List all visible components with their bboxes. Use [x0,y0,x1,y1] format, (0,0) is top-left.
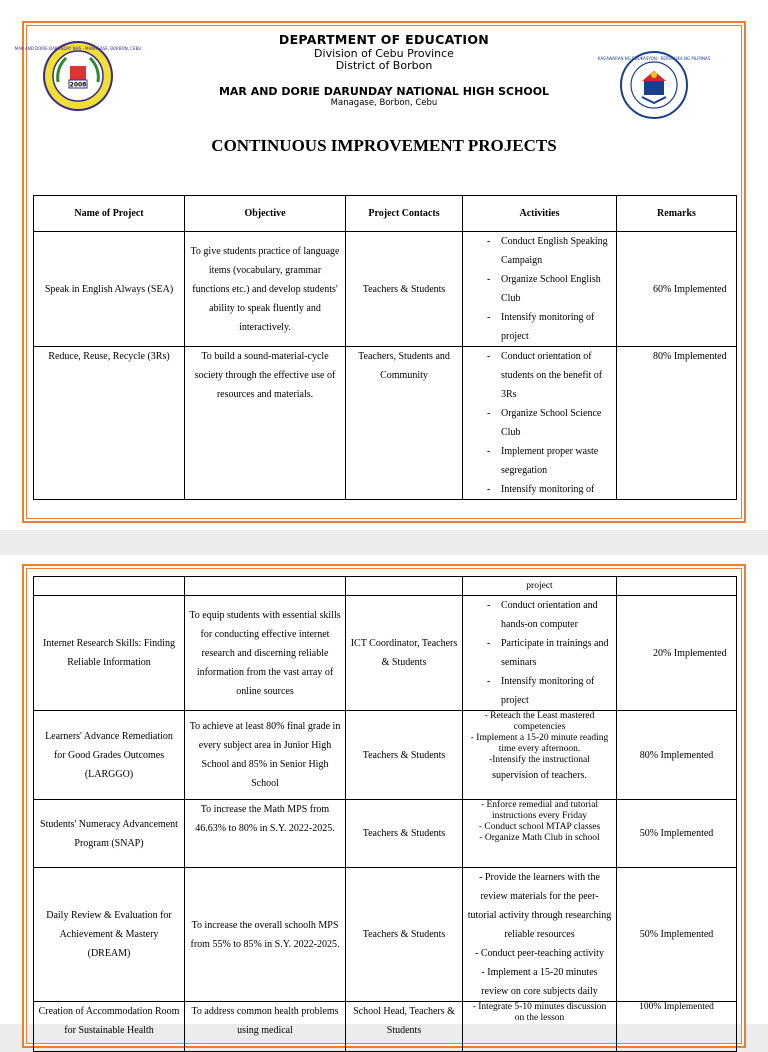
project-name: Speak in English Always (SEA) [34,232,185,347]
project-objective: To address common health problems using medical [185,1002,346,1052]
school-name: MAR AND DORIE DARUNDAY NATIONAL HIGH SCHOOL [218,85,550,98]
table-row [34,1002,737,1052]
project-activities [463,868,617,1002]
project-activities [463,596,617,711]
project-contacts: Teachers & Students [346,711,463,800]
projects-table-continued [33,576,737,1052]
activity-item: - Reteach the Least mastered competencies [484,711,595,732]
activity-item: - Participate in trainings and seminars [487,634,612,672]
project-name: Creation of Accommodation Room for Sustainable Health [34,1002,185,1052]
project-objective: To give students practice of language items (vocabulary, grammar functions etc.) and develop students' ability to speak fluently and interactively. [185,232,346,347]
table-row [34,596,737,711]
activity-item: - Organize School Science Club [487,404,612,442]
project-remarks: 50% Implemented [617,868,737,1002]
project-objective: To achieve at least 80% final grade in every subject area in Junior High School and 85% in Senior High School [185,711,346,800]
activity-continued: project [463,577,617,596]
col-activities: Activities [463,196,617,232]
activity-item: - Conduct English Speaking Campaign [487,232,612,270]
seal-text: MAR AND DORIE DARUNDAY NHS · MANAGASE, BORBON, CEBU [14,46,142,51]
table-header-row [34,196,737,232]
project-contacts: School Head, Teachers & Students [346,1002,463,1052]
activity-item: - Provide the learners with the review materials for the peer-tutorial activity through researching reliable resources [467,872,612,940]
project-contacts: Teachers & Students [346,800,463,868]
projects-table [33,195,737,500]
activity-item: - Conduct school MTAP classes [478,822,601,832]
project-name: Students' Numeracy Advancement Program (SNAP) [34,800,185,868]
project-remarks: 80% Implemented [617,347,737,500]
project-remarks: 100% Implemented [617,1002,737,1052]
project-name: Internet Research Skills: Finding Reliable Information [34,596,185,711]
activity-item: - Intensify monitoring of project [487,308,612,346]
project-contacts: Teachers & Students [346,868,463,1002]
col-name: Name of Project [34,196,185,232]
col-objective: Objective [185,196,346,232]
project-contacts: Teachers & Students [346,232,463,347]
activity-item: - Intensify monitoring of [487,480,612,499]
activity-item: - Conduct orientation and hands-on computer [487,596,612,634]
project-activities [463,711,617,800]
division-name: Division of Cebu Province [314,47,454,60]
project-objective: To increase the overall schoolh MPS from 55% to 85% in S.Y. 2022-2025. [185,868,346,1002]
table-row [34,347,737,500]
department-name: DEPARTMENT OF EDUCATION [278,32,490,47]
activity-item: - Conduct orientation of students on the benefit of 3Rs [487,347,612,404]
project-remarks: 80% Implemented [617,711,737,800]
project-objective: To equip students with essential skills for conducting effective internet research and discerning reliable information from the vast array of online sources [185,596,346,711]
project-contacts: Teachers, Students and Community [346,347,463,500]
activity-item: - Enforce remedial and tutorial instructions every Friday [480,800,599,821]
table-row [34,711,737,800]
activity-item: - Implement a 15-20 minute reading time every afternoon. [470,733,609,754]
activity-item: - Implement proper waste segregation [487,442,612,480]
activity-item: - Intensify monitoring of project [487,672,612,710]
project-name: Learners' Advance Remediation for Good Grades Outcomes (LARGGO) [34,711,185,800]
activity-item: - Conduct peer-teaching activity [475,948,604,959]
col-remarks: Remarks [617,196,737,232]
deped-seal-text: KAGAWARAN NG EDUKASYON · REPUBLIKA NG PILIPINAS [597,56,711,61]
school-address: Managase, Borbon, Cebu [330,98,438,108]
project-objective: To increase the Math MPS from 46.63% to 80% in S.Y. 2022-2025. [185,800,346,868]
project-name: Reduce, Reuse, Recycle (3Rs) [34,347,185,500]
activity-item: -Intensify the instructional [489,755,590,765]
seal-year: 2008 [69,81,87,89]
project-activities [463,232,617,347]
col-contacts: Project Contacts [346,196,463,232]
project-activities [463,347,617,500]
project-name: Daily Review & Evaluation for Achievement & Mastery (DREAM) [34,868,185,1002]
table-row [34,577,737,596]
district-name: District of Borbon [335,59,433,72]
activity-item: supervision of teachers. [492,770,587,781]
activity-item: - Implement a 15-20 minutes review on core subjects daily [481,967,598,997]
project-remarks: 20% Implemented [617,596,737,711]
document-title: CONTINUOUS IMPROVEMENT PROJECTS [211,136,557,155]
table-row [34,800,737,868]
activity-item: - Integrate 5-10 minutes discussion on the lesson [463,1002,617,1052]
project-remarks: 60% Implemented [617,232,737,347]
activity-item: - Organize School English Club [487,270,612,308]
project-contacts: ICT Coordinator, Teachers & Students [346,596,463,711]
activity-item: - Organize Math Club in school [479,833,600,843]
project-activities [463,800,617,868]
table-row [34,232,737,347]
project-objective: To build a sound-material-cycle society through the effective use of resources and materials. [185,347,346,500]
table-row [34,868,737,1002]
project-remarks: 50% Implemented [617,800,737,868]
